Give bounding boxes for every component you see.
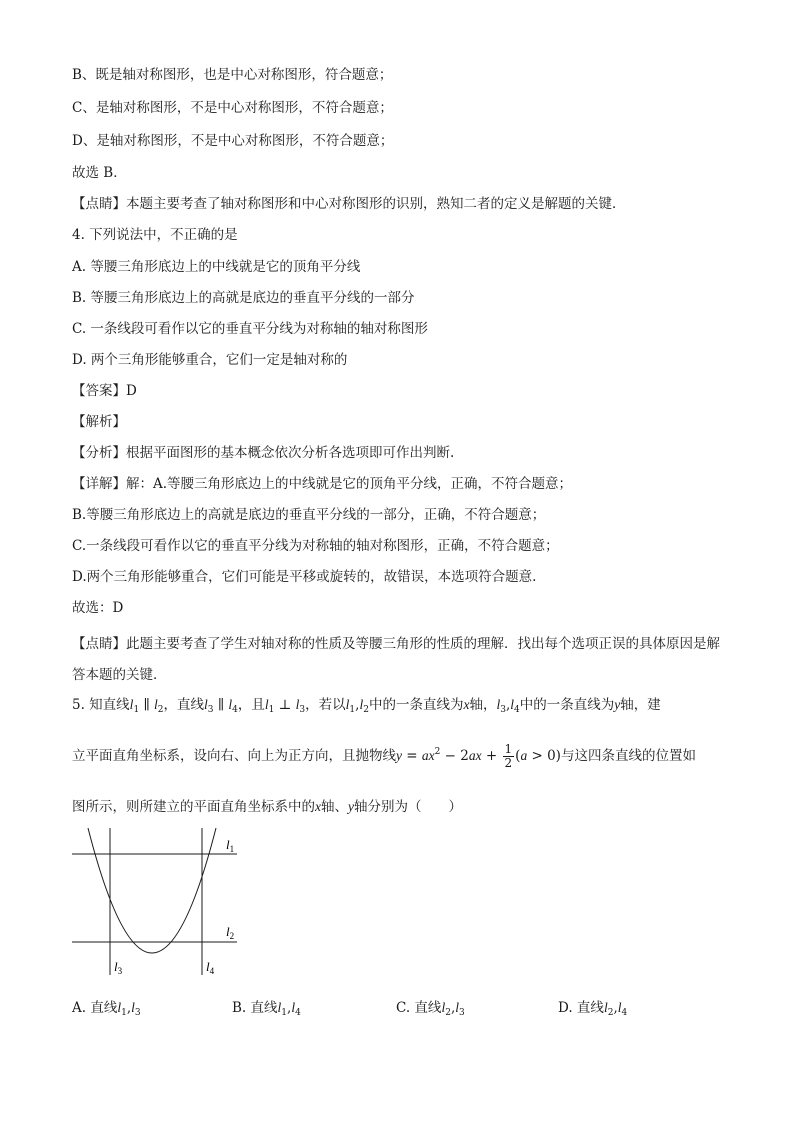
math-sub: 4 (232, 705, 238, 715)
math-l: l (154, 697, 158, 712)
math-sub: 3 (299, 705, 306, 715)
math-op: − 2 (440, 748, 469, 764)
option-b[interactable] (232, 998, 301, 1023)
math-sub: 4 (295, 1008, 301, 1018)
q5-text: 中的一条直线为 (368, 697, 464, 713)
math-l: l (295, 697, 300, 712)
comma: , (613, 1000, 618, 1016)
analysis-detail-b: B.等腰三角形底边上的高就是底边的垂直平分线的一部分，正确，不符合题意； (72, 507, 546, 523)
q5-text: 轴， (469, 697, 497, 713)
option-label: D. 直线 (558, 1000, 604, 1016)
perpendicular-symbol: ⊥ (278, 697, 292, 713)
question-4-option-a: A. 等腰三角形底边上的中线就是它的顶角平分线 (72, 259, 361, 275)
math-l: l (510, 697, 515, 712)
math-ax: ax (421, 748, 435, 763)
fraction-numerator: 1 (504, 742, 513, 756)
math-l: l (117, 1000, 122, 1015)
math-sub: 1 (121, 1008, 127, 1018)
analysis-fenxi: 【分析】根据平面图形的基本概念依次分析各选项即可作出判断. (72, 445, 455, 461)
question-4-stem: 4. 下列说法中，不正确的是 (72, 227, 238, 243)
math-sub: 1 (349, 705, 356, 715)
question-4-option-b: B. 等腰三角形底边上的高就是底边的垂直平分线的一部分 (72, 290, 415, 306)
math-sub: 3 (207, 705, 214, 715)
math-sub: 3 (134, 1008, 141, 1018)
math-l: l (603, 1000, 608, 1015)
math-sub: 4 (514, 705, 520, 715)
question-4-option-c: C. 一条线段可看作以它的垂直平分线为对称轴的轴对称图形 (72, 321, 428, 337)
math-a: a (520, 748, 528, 763)
math-sub: 1 (133, 705, 140, 715)
comma: , (355, 697, 360, 713)
question-5-line-2 (72, 742, 696, 770)
analysis-conclusion: 故选：D (72, 600, 124, 616)
q5-text: ，直线 (163, 697, 205, 713)
label-l4: $l_4$ (206, 959, 215, 976)
math-l: l (455, 1000, 459, 1015)
math-op: > 0) (527, 748, 561, 764)
label-l2: $l_2$ (226, 924, 235, 941)
option-label: B. 直线 (232, 1000, 278, 1016)
q5-text: 中的一条直线为 (519, 697, 615, 713)
q5-text: ，若以 (305, 697, 346, 713)
text-line-dianjing: 【点睛】本题主要考查了轴对称图形和中心对称图形的识别，熟知二者的定义是解题的关键． (72, 196, 626, 212)
analysis-detail-c: C.一条线段可看作以它的垂直平分线为对称轴的轴对称图形，正确，不符合题意； (72, 538, 559, 554)
text-line-d-option: D、是轴对称图形，不是中心对称图形，不符合题意； (72, 133, 394, 149)
option-label: C. 直线 (396, 1000, 442, 1016)
math-x: x (315, 799, 321, 814)
q5-text: 与这四条直线的位置如 (560, 748, 696, 764)
parabola-curve (88, 828, 216, 953)
math-l: l (441, 1000, 446, 1015)
math-l: l (291, 1000, 296, 1015)
analysis-detail-d: D.两个三角形能够重合，它们可能是平移或旋转的，故错误，本选项符合题意. (72, 569, 537, 585)
q5-text: ，且 (237, 697, 265, 713)
math-y: y (396, 748, 402, 763)
math-op: = (402, 748, 422, 764)
math-ax: ax (468, 748, 482, 763)
math-l: l (264, 697, 269, 712)
math-sub: 2 (445, 1008, 451, 1018)
q5-text: 图所示，则所建立的平面直角坐标系中的 (72, 799, 315, 815)
math-l: l (228, 697, 233, 712)
text-line-b-option: B、既是轴对称图形，也是中心对称图形，符合题意； (72, 67, 393, 83)
comma: , (287, 1000, 292, 1016)
math-sub: 1 (268, 705, 275, 715)
question-5-line-1 (72, 695, 661, 720)
math-l: l (359, 697, 364, 712)
math-x: x (463, 697, 470, 712)
q5-text: 轴，建 (620, 697, 661, 713)
q5-text: 5. 知直线 (72, 697, 130, 713)
option-c[interactable] (396, 998, 465, 1023)
answer-label: 【答案】D (72, 383, 137, 399)
fraction-denominator: 2 (504, 756, 513, 770)
math-sub: 2 (157, 705, 164, 715)
text-line-conclusion: 故选 B． (72, 165, 127, 181)
math-op: + (481, 748, 502, 764)
q5-text: 轴分别为（ ） (354, 799, 462, 815)
math-l: l (345, 697, 350, 712)
parabola-lines-figure (72, 828, 247, 978)
analysis-detail-a: 【详解】解：A.等腰三角形底边上的中线就是它的顶角平分线，正确，不符合题意； (72, 476, 573, 492)
math-y: y (348, 799, 354, 814)
fraction-one-half (503, 743, 515, 770)
math-l: l (277, 1000, 282, 1015)
option-label: A. 直线 (72, 1000, 118, 1016)
math-sub: 1 (281, 1008, 288, 1018)
math-sub: 2 (363, 705, 369, 715)
comma: , (126, 1000, 132, 1016)
math-l: l (204, 697, 208, 712)
option-d[interactable] (558, 998, 627, 1023)
math-l: l (496, 697, 501, 712)
math-l: l (131, 1000, 135, 1015)
math-sub: 4 (621, 1008, 628, 1018)
math-sub: 3 (500, 705, 506, 715)
comma: , (505, 697, 511, 713)
option-a[interactable] (72, 998, 141, 1023)
label-l3: $l_3$ (114, 959, 123, 976)
math-l: l (129, 697, 134, 712)
parallel-symbol: ∥ (143, 697, 150, 713)
math-y: y (614, 697, 621, 712)
math-l: l (617, 1000, 622, 1015)
math-sub: 2 (607, 1008, 614, 1018)
comma: , (450, 1000, 456, 1016)
analysis-dianjing: 【点睛】此题主要考查了学生对轴对称的性质及等腰三角形的性质的理解．找出每个选项正误的具体原因是解答本题的关键． (72, 636, 720, 683)
analysis-label: 【解析】 (72, 414, 126, 430)
math-op: ( (515, 748, 521, 764)
question-5-line-3 (72, 797, 462, 817)
question-4-option-d: D. 两个三角形能够重合，它们一定是轴对称的 (72, 352, 348, 368)
text-line-c-option: C、是轴对称图形，不是中心对称图形，不符合题意； (72, 100, 393, 116)
parallel-symbol: ∥ (217, 697, 225, 713)
math-sup: 2 (434, 747, 441, 757)
question-5-options (72, 998, 712, 1018)
math-sub: 3 (459, 1008, 465, 1018)
q5-text: 轴、 (321, 799, 348, 815)
label-l1: $l_1$ (226, 837, 235, 854)
q5-text: 立平面直角坐标系，设向右、向上为正方向，且抛物线 (72, 748, 396, 764)
